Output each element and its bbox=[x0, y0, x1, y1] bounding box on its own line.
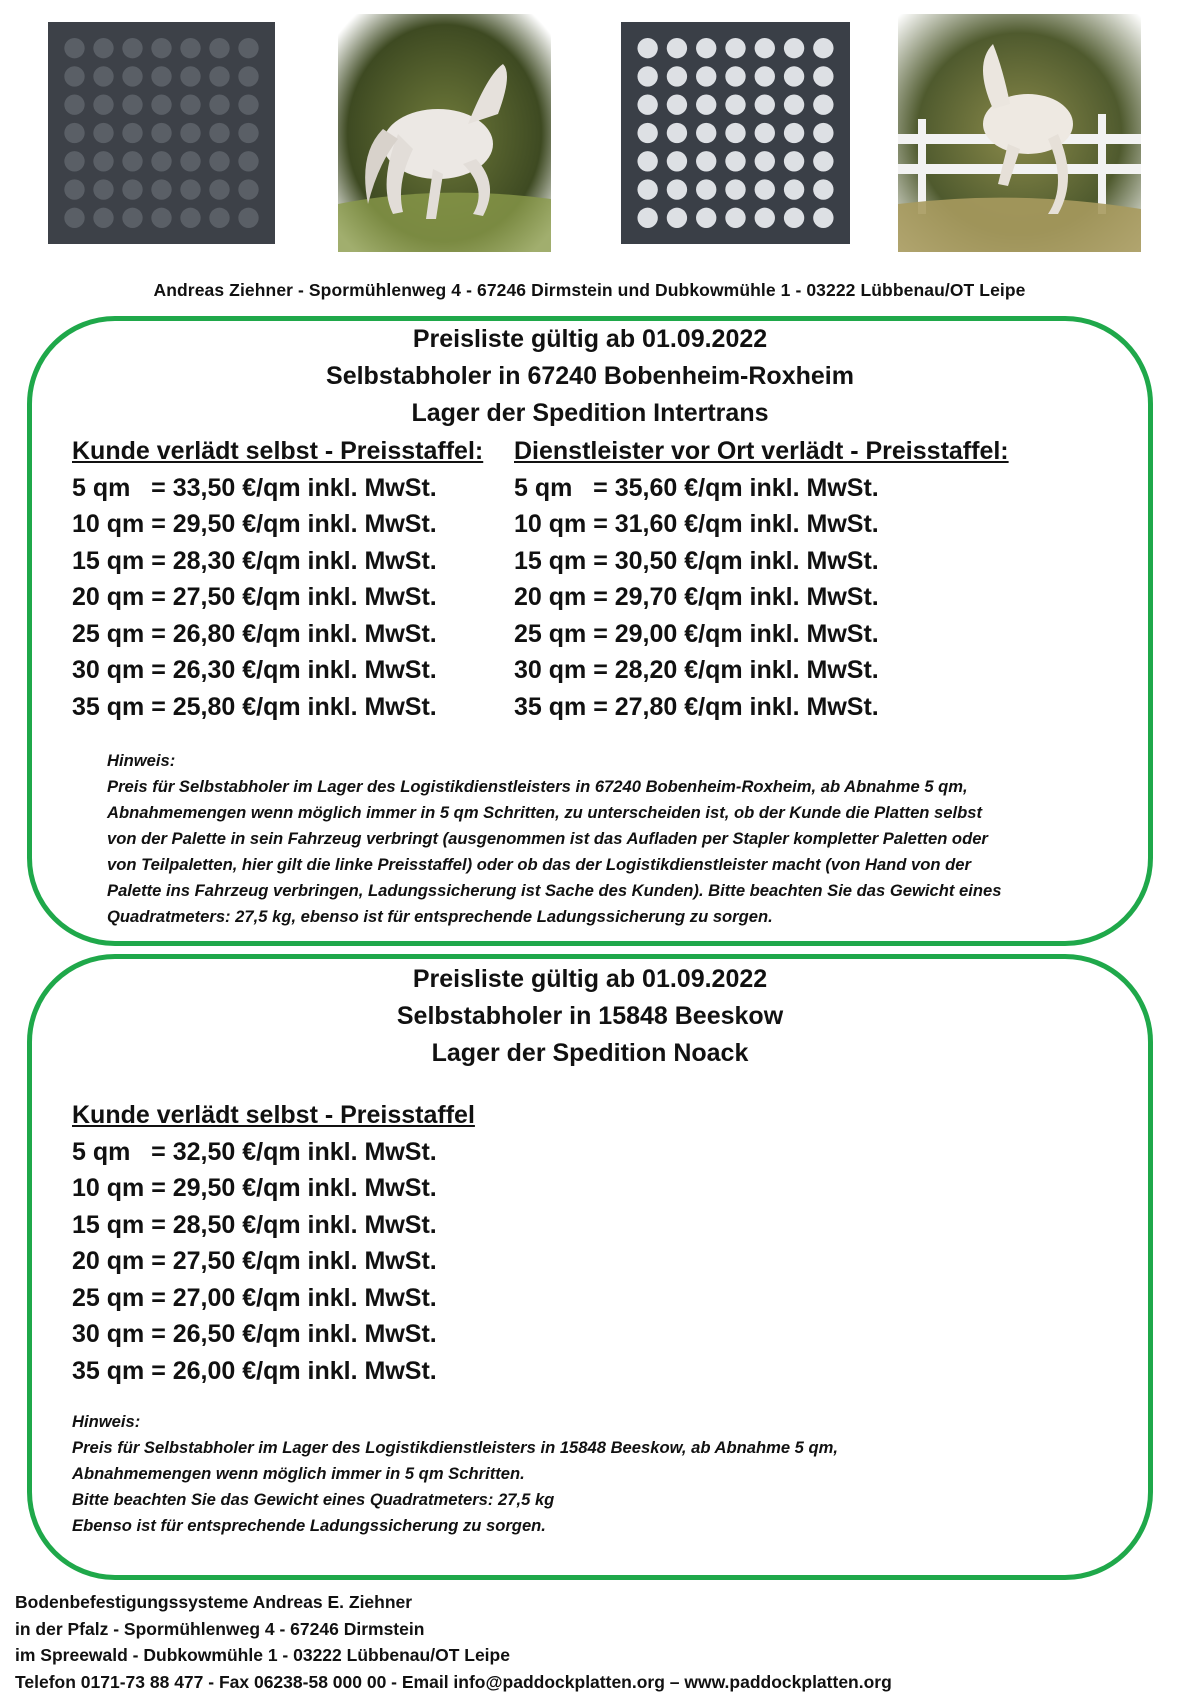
price-list-box-bobenheim bbox=[27, 316, 1153, 946]
column-title: Kunde verlädt selbst - Preisstaffel bbox=[72, 1101, 475, 1129]
paddock-plate-icon bbox=[613, 14, 858, 252]
price-row: 35 qm = 26,00 €/qm inkl. MwSt. bbox=[72, 1356, 437, 1385]
price-row: 5 qm = 33,50 €/qm inkl. MwSt. bbox=[72, 473, 437, 502]
price-row: 20 qm = 29,70 €/qm inkl. MwSt. bbox=[514, 583, 879, 611]
note-line: Preis für Selbstabholer im Lager des Logistikdienstleisters in 15848 Beeskow, ab Abnahme 5 qm, bbox=[72, 1438, 839, 1457]
price-row: 25 qm = 29,00 €/qm inkl. MwSt. bbox=[514, 619, 879, 648]
price-list-box-beeskow bbox=[27, 954, 1153, 1580]
box-heading-location: Selbstabholer in 67240 Bobenheim-Roxheim bbox=[326, 362, 854, 390]
price-row: 30 qm = 26,50 €/qm inkl. MwSt. bbox=[72, 1320, 437, 1348]
box-heading-date: Preisliste gültig ab 01.09.2022 bbox=[412, 965, 768, 993]
price-row: 30 qm = 26,30 €/qm inkl. MwSt. bbox=[72, 656, 437, 684]
white-horse-photo-icon bbox=[338, 14, 551, 252]
address-line: Andreas Ziehner - Spormühlenweg 4 - 67246 Dirmstein und Dubkowmühle 1 - 03222 Lübbenau/OT Leipe bbox=[153, 280, 1026, 300]
note-line: Bitte beachten Sie das Gewicht eines Quadratmeters: 27,5 kg bbox=[72, 1490, 555, 1509]
price-row: 5 qm = 32,50 €/qm inkl. MwSt. bbox=[72, 1137, 437, 1166]
price-row: 5 qm = 35,60 €/qm inkl. MwSt. bbox=[514, 473, 879, 502]
price-column-self-loading bbox=[72, 433, 483, 725]
note-line: von Teilpaletten, hier gilt die linke Preisstaffel) oder ob das der Logistikdienstleister macht (von Hand von der bbox=[107, 855, 971, 874]
price-row: 10 qm = 29,50 €/qm inkl. MwSt. bbox=[72, 1174, 437, 1202]
price-column-service-loading bbox=[514, 433, 1009, 725]
note-label: Hinweis: bbox=[72, 1412, 141, 1431]
price-row: 10 qm = 29,50 €/qm inkl. MwSt. bbox=[72, 510, 437, 538]
note-line: Quadratmeters: 27,5 kg, ebenso ist für entsprechende Ladungssicherung zu sorgen. bbox=[107, 907, 773, 926]
price-row: 15 qm = 28,30 €/qm inkl. MwSt. bbox=[72, 546, 437, 575]
paddock-plate-icon bbox=[40, 14, 283, 252]
footer-address-pfalz: in der Pfalz - Spormühlenweg 4 - 67246 Dirmstein bbox=[15, 1618, 425, 1639]
box-heading-location: Selbstabholer in 15848 Beeskow bbox=[396, 1002, 784, 1030]
price-column-self-loading bbox=[72, 1097, 475, 1389]
note-line: Ebenso ist für entsprechende Ladungssicherung zu sorgen. bbox=[72, 1516, 546, 1535]
note-line: Palette ins Fahrzeug verbringen, Ladungssicherung ist Sache des Kunden). Bitte beachten Sie das Gewicht eines bbox=[107, 881, 1002, 900]
price-row: 25 qm = 27,00 €/qm inkl. MwSt. bbox=[72, 1283, 437, 1312]
note-text bbox=[107, 748, 1001, 930]
footer-address-spreewald: im Spreewald - Dubkowmühle 1 - 03222 Lübbenau/OT Leipe bbox=[15, 1645, 510, 1665]
note-line: von der Palette in sein Fahrzeug verbringt (ausgenommen ist das Aufladen per Stapler kompletter Paletten oder bbox=[107, 829, 988, 848]
price-row: 30 qm = 28,20 €/qm inkl. MwSt. bbox=[514, 656, 879, 684]
price-row: 25 qm = 26,80 €/qm inkl. MwSt. bbox=[72, 619, 437, 648]
price-row: 20 qm = 27,50 €/qm inkl. MwSt. bbox=[72, 1247, 437, 1275]
footer-contact bbox=[15, 1589, 892, 1695]
price-row: 35 qm = 25,80 €/qm inkl. MwSt. bbox=[72, 692, 437, 721]
note-line: Abnahmemengen wenn möglich immer in 5 qm Schritten. bbox=[72, 1464, 525, 1483]
note-label: Hinweis: bbox=[107, 751, 176, 770]
price-row: 15 qm = 28,50 €/qm inkl. MwSt. bbox=[72, 1210, 437, 1239]
box-heading-date: Preisliste gültig ab 01.09.2022 bbox=[412, 325, 768, 353]
box-heading-warehouse: Lager der Spedition Intertrans bbox=[411, 399, 769, 427]
footer-contact-line: Telefon 0171-73 88 477 - Fax 06238-58 000 00 - Email info@paddockplatten.org – www.paddockplatten.org bbox=[15, 1671, 892, 1692]
footer-company: Bodenbefestigungssysteme Andreas E. Ziehner bbox=[15, 1592, 413, 1612]
note-line: Preis für Selbstabholer im Lager des Logistikdienstleisters in 67240 Bobenheim-Roxheim, ab Abnahme 5 qm, bbox=[107, 777, 968, 796]
price-row: 10 qm = 31,60 €/qm inkl. MwSt. bbox=[514, 510, 879, 538]
price-row: 15 qm = 30,50 €/qm inkl. MwSt. bbox=[514, 546, 879, 575]
white-horse-jumping-photo-icon bbox=[898, 14, 1141, 252]
price-row: 20 qm = 27,50 €/qm inkl. MwSt. bbox=[72, 583, 437, 611]
column-title: Dienstleister vor Ort verlädt - Preisstaffel: bbox=[514, 437, 1009, 465]
note-text bbox=[72, 1409, 838, 1539]
box-heading-warehouse: Lager der Spedition Noack bbox=[431, 1039, 749, 1067]
note-line: Abnahmemengen wenn möglich immer in 5 qm Schritten, zu unterscheiden ist, ob der Kunde die Platten selbst bbox=[107, 803, 983, 822]
price-row: 35 qm = 27,80 €/qm inkl. MwSt. bbox=[514, 692, 879, 721]
column-title: Kunde verlädt selbst - Preisstaffel: bbox=[72, 437, 484, 465]
